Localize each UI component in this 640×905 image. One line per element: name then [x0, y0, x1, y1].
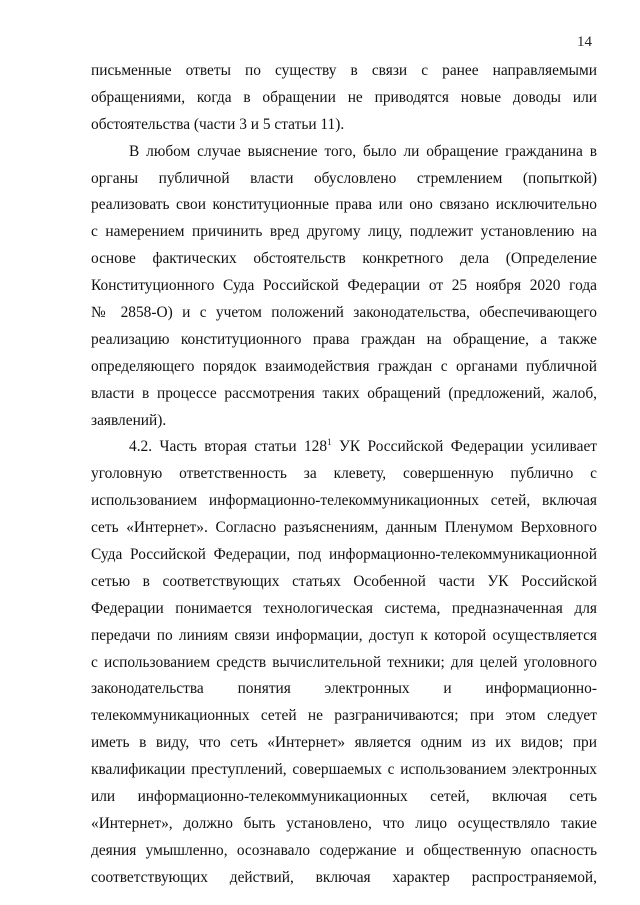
text-line: с намерением причинить вред другому лицу, подлежит установлению на: [91, 223, 597, 241]
text-line: соответствующих действий, включая характер распространяемой,: [91, 868, 597, 886]
text-line: Суда Российской Федерации, под информационно-телекоммуникационной: [91, 546, 597, 564]
text-run: УК Российской Федерации усиливает: [331, 438, 597, 456]
text-line: телекоммуникационных сетей не разграничиваются; при этом следует: [91, 707, 597, 725]
text-run: 4.2. Часть вторая статьи 128: [129, 438, 328, 456]
text-line: определяющего порядок взаимодействия граждан с органами публичной: [91, 357, 597, 375]
text-line: В любом случае выяснение того, было ли обращение гражданина в: [129, 142, 597, 160]
text-line: иметь в виду, что сеть «Интернет» является одним из их видов; при: [91, 734, 597, 752]
text-line: с использованием средств вычислительной техники; для целей уголовного: [91, 653, 597, 671]
paragraph-1: [91, 58, 597, 139]
superscript: 1: [327, 437, 332, 448]
text-line: обстоятельства (части 3 и 5 статьи 11).: [91, 115, 345, 133]
paragraph-2: [91, 139, 597, 435]
text-line: законодательства понятия электронных и информационно-: [91, 680, 597, 698]
text-line: квалификации преступлений, совершаемых с использованием электронных: [91, 761, 597, 779]
text-line: или информационно-телекоммуникационных сетей, включая сеть: [91, 788, 597, 806]
text-line: передачи по линиям связи информации, доступ к которой осуществляется: [91, 626, 597, 644]
text-line: письменные ответы по существу в связи с ранее направляемыми: [91, 62, 597, 79]
text-line: Конституционного Суда Российской Федерации от 25 ноября 2020 года: [91, 277, 597, 295]
text-line: Федерации понимается технологическая система, предназначенная для: [91, 599, 597, 617]
paragraph-3: [91, 434, 597, 891]
text-line: реализацию конституционного права граждан на обращение, а также: [91, 330, 597, 348]
text-line: обращениями, когда в обращении не приводятся новые доводы или: [91, 88, 597, 106]
text-line: реализовать свои конституционные права или оно связано исключительно: [91, 196, 597, 214]
text-line: «Интернет», должно быть установлено, что лицо осуществляло такие: [91, 814, 597, 832]
text-line: [91, 434, 597, 461]
text-line: власти в процессе рассмотрения таких обращений (предложений, жалоб,: [91, 384, 597, 402]
text-line: основе фактических обстоятельств конкретного дела (Определение: [91, 250, 597, 268]
text-line: сеть «Интернет». Согласно разъяснениям, данным Пленумом Верховного: [91, 519, 597, 537]
text-line: сетью в соответствующих статьях Особенной части УК Российской: [91, 572, 597, 590]
text-line: деяния умышленно, осознавало содержание и общественную опасность: [91, 841, 597, 859]
text-line: уголовную ответственность за клевету, совершенную публично с: [91, 465, 597, 483]
text-line: органы публичной власти обусловлено стремлением (попыткой): [91, 169, 597, 187]
page-number: 14: [577, 34, 592, 50]
text-line: № 2858-О) и с учетом положений законодательства, обеспечивающего: [91, 304, 597, 322]
body-text: [91, 58, 597, 892]
text-line: заявлений).: [91, 411, 167, 429]
text-line: использованием информационно-телекоммуникационных сетей, включая: [91, 492, 597, 510]
